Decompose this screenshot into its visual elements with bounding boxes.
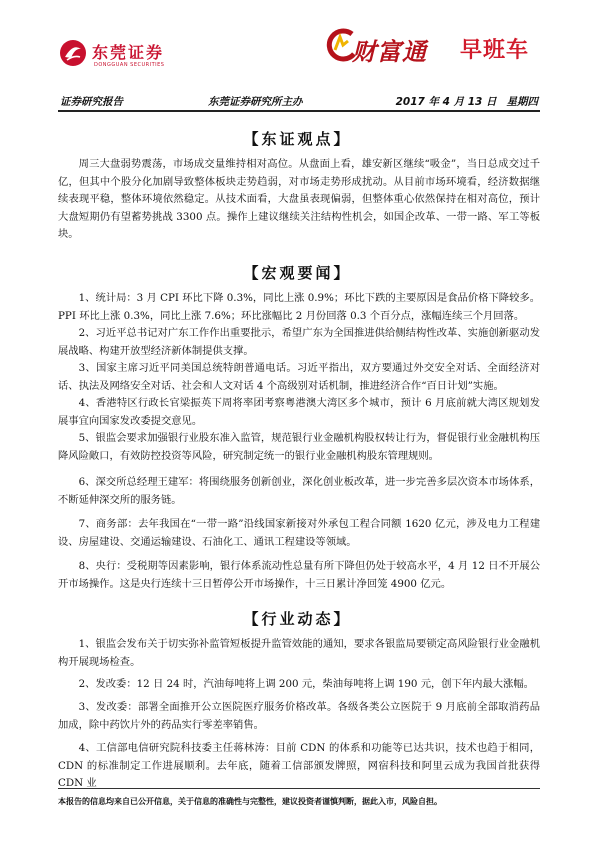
- footer-divider: [58, 788, 540, 789]
- macro-news-item-8: 8、央行：受税期等因素影响，银行体系流动性总量有所下降但仍处于较高水平，4 月 12 日不开展公开市场操作。这是央行连续十三日暂停公开市场操作，十三日累计净回笼 4900 亿元。: [58, 560, 540, 590]
- macro-news-item-6: 6、深交所总经理王建军：将围绕服务创新创业，深化创业板改革，进一步完善多层次资本市场体系，不断延伸深交所的服务链。: [58, 476, 540, 506]
- date-text: 2017 年 4 月 13 日: [395, 96, 497, 108]
- macro-news-item-1: 1、统计局：3 月 CPI 环比下降 0.3%，同比上涨 0.9%；环比下跌的主要原因是食品价格下降较多。PPI 环比上涨 0.3%，同比上涨 7.6%；环比涨幅比 2 月份回落 0.3 个百分点，涨幅连续三个月回落。: [58, 292, 540, 322]
- publisher: 东莞证券研究所主办: [208, 96, 303, 108]
- dongguan-securities-logo: [58, 38, 208, 78]
- report-type: 证券研究报告: [60, 96, 123, 108]
- macro-news-item-2: 2、习近平总书记对广东工作作出重要批示，希望广东为全国推进供给侧结构性改革、实施创新驱动发展战略、构建开放型经济新体制提供支撑。: [58, 327, 540, 357]
- securities-logo-subtitle: DONGGUAN SECURITIES: [94, 62, 165, 68]
- disclaimer-footer: 本报告的信息均来自已公开信息，关于信息的准确性与完整性，建议投资者谨慎判断，据此入市，风险自担。: [58, 797, 442, 806]
- section-title-macro-news: 【宏观要闻】: [243, 264, 352, 282]
- macro-news-item-5: 5、银监会要求加强银行业股东准入监管，规范银行业金融机构股权转让行为，督促银行业金融机构压降风险敞口，有效防控投资等风险，研究制定统一的银行业金融机构股东管理规则。: [58, 432, 540, 462]
- macro-news-item-7: 7、商务部：去年我国在“一带一路”沿线国家新接对外承包工程合同额 1620 亿元，涉及电力工程建设、房屋建设、交通运输建设、石油化工、通讯工程建设等领域。: [58, 518, 540, 548]
- viewpoint-paragraph: 周三大盘弱势震荡，市场成交量维持相对高位。从盘面上看，雄安新区继续“吸金”，当日总成交过千亿，但其中个股分化加剧导致整体板块走势趋弱，对市场走势形成扰动。从目前市场环境看，经济数据继续表现平稳，整体环境依然稳定。从技术面看，大盘虽表现偏弱，但整体重心依然保持在相对高位，预计大盘短期仍有望蓄势挑战 3300 点。操作上建议继续关注结构性机会，如国企改革、一带一路、军工等板块。: [58, 158, 540, 240]
- report-meta-bar: [58, 92, 540, 112]
- morning-bus-title: 早班车: [460, 37, 530, 63]
- industry-news-item-4: 4、工信部电信研究院科技委主任蒋林涛：目前 CDN 的体系和功能等已达共识，技术也趋于相同，CDN 的标准制定工作进展顺利。去年底，随着工信部颁发牌照，网宿科技和阿里云成为我国首批获得 CDN 业: [58, 742, 540, 789]
- page-header: [0, 0, 595, 90]
- macro-news-item-3: 3、国家主席习近平同美国总统特朗普通电话。习近平指出，双方要通过外交安全对话、全面经济对话、执法及网络安全对话、社会和人文对话 4 个高级别对话机制，推进经济合作“百日计划”实施。: [58, 362, 540, 392]
- section-title-viewpoint: 【东证观点】: [243, 130, 352, 148]
- weekday-text: 星期四: [506, 96, 538, 108]
- industry-news-item-3: 3、发改委：部署全面推开公立医院医疗服务价格改革。各级各类公立医院于 9 月底前全部取消药品加成，除中药饮片外的药品实行零差率销售。: [58, 701, 540, 731]
- securities-logo-name: 东莞证券: [92, 43, 165, 62]
- macro-news-item-4: 4、香港特区行政长官梁振英下周将率团考察粤港澳大湾区多个城市，预计 6 月底前就大湾区规划发展事宜向国家发改委提交意见。: [58, 397, 540, 427]
- securities-logo-icon: [58, 38, 88, 68]
- industry-news-item-1: 1、银监会发布关于切实弥补监管短板提升监管效能的通知，要求各银监局要锁定高风险银行业金融机构开展现场检查。: [58, 638, 540, 668]
- caifutong-brand: [322, 26, 542, 70]
- industry-news-item-2: 2、发改委：12 日 24 时，汽油每吨将上调 200 元，柴油每吨将上调 190 元，创下年内最大涨幅。: [78, 678, 534, 690]
- report-date: [396, 94, 538, 109]
- section-title-industry-news: 【行业动态】: [243, 610, 352, 628]
- caifutong-name: 财富通: [352, 37, 427, 66]
